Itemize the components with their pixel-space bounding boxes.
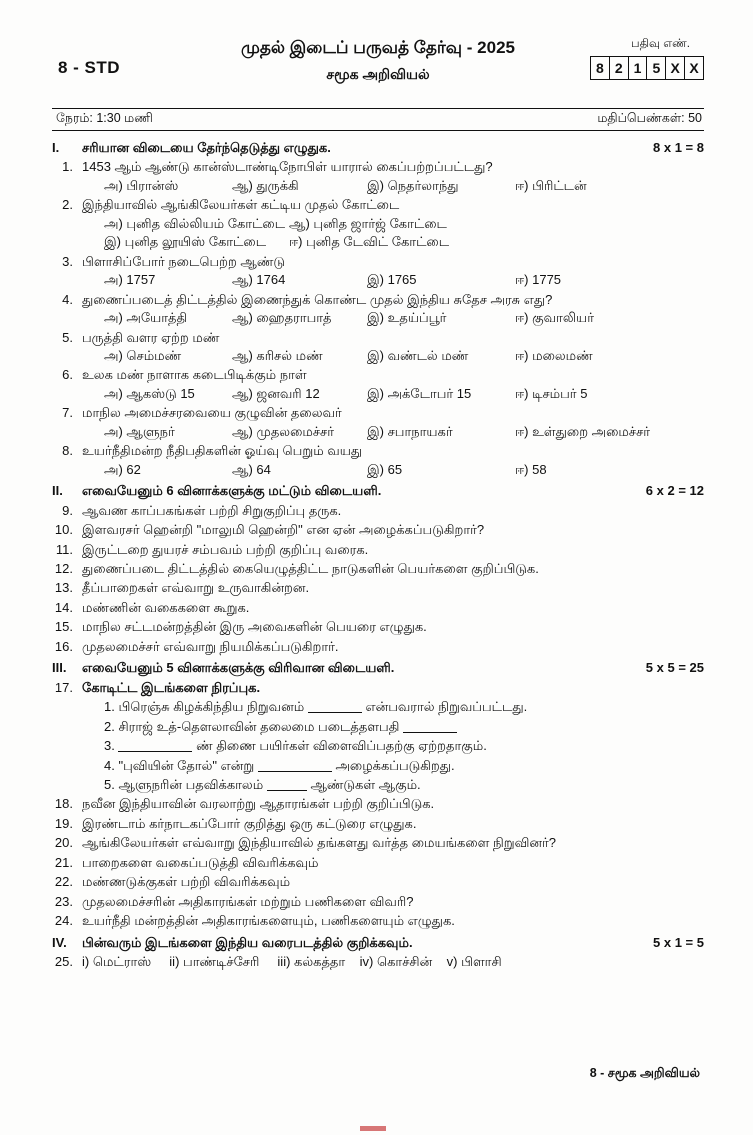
- fill-blank-item: [104, 698, 704, 716]
- question-number: 5.: [62, 329, 73, 345]
- question-text: கோடிட்ட இடங்களை நிரப்புக.: [82, 679, 261, 695]
- section-heading-3: [52, 659, 704, 677]
- option[interactable]: ஈ) பிரிட்டன்: [515, 177, 587, 193]
- question-item: [52, 366, 704, 384]
- fill-blank-item: [104, 776, 704, 794]
- option[interactable]: இ) உதய்ப்பூர்: [367, 310, 447, 326]
- option[interactable]: இ) சபாநாயகர்: [367, 423, 453, 439]
- question-text: பாறைகளை வகைப்படுத்தி விவரிக்கவும்: [82, 854, 319, 870]
- question-text: உயர்நீதிமன்ற நீதிபதிகளின் ஓய்வு பெறும் வயது: [82, 443, 363, 459]
- question-text: மாநில அமைச்சரவையை குழுவின் தலைவர்: [82, 405, 342, 421]
- option[interactable]: இ) 65: [367, 461, 403, 477]
- reg-digit: 8: [591, 57, 610, 79]
- question-text: மண்ணடுக்குகள் பற்றி விவரிக்கவும்: [82, 874, 291, 890]
- question-item: [52, 873, 704, 891]
- section-roman: IV.: [52, 934, 67, 950]
- option[interactable]: அ) ஆகஸ்டு 15: [104, 385, 195, 401]
- question-number: 22.: [54, 874, 73, 890]
- question-text: பிளாசிப்போர் நடைபெற்ற ஆண்டு: [82, 253, 286, 269]
- option[interactable]: ஆ) முதலமைச்சர்: [232, 423, 335, 439]
- question-item: [52, 560, 704, 578]
- question-text: இருட்டறை துயரச் சம்பவம் பற்றி குறிப்பு வரைக.: [82, 541, 369, 557]
- fill-blank-post: ண் திணை பயிர்கள் விளைவிப்பதற்கு ஏற்றதாகும்.: [196, 738, 487, 754]
- question-item: [52, 253, 704, 271]
- standard-label: 8 - STD: [58, 58, 121, 77]
- time-label: நேரம்: 1:30 மணி: [56, 111, 153, 125]
- question-item: [52, 291, 704, 309]
- question-number: 25.: [54, 954, 73, 970]
- question-number: 10.: [54, 522, 73, 538]
- question-number: 20.: [54, 835, 73, 851]
- question-text: உலக மண் நாளாக கடைபிடிக்கும் நாள்: [82, 367, 307, 383]
- section-title: சரியான விடையை தேர்ந்தெடுத்து எழுதுக.: [82, 140, 331, 155]
- reg-digit: 2: [610, 57, 629, 79]
- option-row: [82, 233, 704, 251]
- question-item: [52, 521, 704, 539]
- question-text: இளவரசர் ஹென்றி "மாலுமி ஹென்றி" என ஏன் அழைக்கப்படுகிறார்?: [82, 522, 485, 538]
- max-marks-label: மதிப்பெண்கள்: 50: [597, 111, 702, 125]
- fill-blank-item: [104, 737, 704, 755]
- map-places-list: [82, 953, 704, 971]
- paper-footer: 8 - சமூக அறிவியல்: [589, 1066, 700, 1080]
- question-item: [52, 815, 704, 833]
- question-text: நவீன இந்தியாவின் வரலாற்று ஆதாரங்கள் பற்றி குறிப்பிடுக.: [82, 796, 435, 812]
- question-number: 15.: [54, 619, 73, 635]
- section-marks: 5 x 1 = 5: [653, 934, 704, 950]
- fill-blank-item: [104, 757, 704, 775]
- fill-blank-post: ஆண்டுகள் ஆகும்.: [310, 776, 421, 792]
- option[interactable]: ஈ) 58: [515, 461, 547, 477]
- option-row: [82, 309, 704, 327]
- fill-blank-pre: 3.: [104, 738, 115, 754]
- question-item: [52, 638, 704, 656]
- question-number: 13.: [54, 580, 73, 596]
- option[interactable]: இ) நெதர்லாந்து: [367, 177, 459, 193]
- option[interactable]: இ) புனித லூயிஸ் கோட்டை: [104, 234, 267, 250]
- question-item: [52, 854, 704, 872]
- option[interactable]: இ) வண்டல் மண்: [367, 347, 469, 363]
- question-text: 1453 ஆம் ஆண்டு கான்ஸ்டாண்டிநோபிள் யாரால் கைப்பற்றப்பட்டது?: [82, 159, 493, 175]
- option[interactable]: ஆ) ஜனவரி 12: [232, 385, 320, 401]
- question-text: இரண்டாம் கர்நாடகப்போர் குறித்து ஒரு கட்டுரை எழுதுக.: [82, 815, 417, 831]
- register-number-box[interactable]: [590, 56, 704, 80]
- map-place: v) பிளாசி: [446, 954, 502, 970]
- fill-blank-pre: 5. ஆளுநரின் பதவிக்காலம்: [104, 776, 264, 792]
- reg-digit: X: [666, 57, 685, 79]
- answer-blank[interactable]: [308, 712, 362, 713]
- option[interactable]: அ) 62: [104, 461, 141, 477]
- section-title: எவையேனும் 5 வினாக்களுக்கு விரிவான விடையளி.: [82, 660, 395, 676]
- fill-blank-pre: 4. "புவியின் தோல்" என்று: [104, 757, 255, 773]
- option-row: [82, 215, 704, 233]
- answer-blank[interactable]: [118, 751, 192, 752]
- question-item: [52, 404, 704, 422]
- option[interactable]: இ) 1765: [367, 272, 417, 288]
- option[interactable]: ஆ) கரிசல் மண்: [232, 347, 323, 363]
- fill-blank-post: அழைக்கப்படுகிறது.: [335, 757, 455, 773]
- option[interactable]: ஈ) 1775: [515, 272, 562, 288]
- exam-sheet: [52, 36, 704, 1080]
- question-item: [52, 834, 704, 852]
- question-text: முதலமைச்சர் எவ்வாறு நியமிக்கப்படுகிறார்.: [82, 638, 339, 654]
- question-text: துணைப்படை திட்டத்தில் கையெழுத்திட்ட நாடுகளின் பெயர்களை குறிப்பிடுக.: [82, 560, 539, 576]
- question-text: துணைப்படைத் திட்டத்தில் இணைந்துக் கொண்ட முதல் இந்திய சுதேச அரசு எது?: [82, 291, 553, 307]
- section-marks: 6 x 2 = 12: [645, 483, 704, 499]
- question-number: 12.: [54, 560, 73, 576]
- question-item: [52, 541, 704, 559]
- option-row: [82, 271, 704, 289]
- section-roman: I.: [52, 140, 60, 155]
- paper-body: [52, 131, 704, 971]
- map-place: iv) கொச்சின்: [359, 954, 433, 970]
- fill-blank-pre: 2. சிராஜ் உத்-தௌலாவின் தலைமை படைத்தளபதி: [104, 718, 400, 734]
- question-item: [52, 795, 704, 813]
- answer-blank[interactable]: [267, 790, 307, 791]
- question-item: [52, 442, 704, 460]
- register-number-label: பதிவு எண்.: [631, 38, 690, 50]
- option[interactable]: ஈ) மலைமண்: [515, 347, 593, 363]
- question-item: [52, 579, 704, 597]
- question-text: பருத்தி வளர ஏற்ற மண்: [82, 329, 220, 345]
- option[interactable]: ஆ) 1764: [232, 272, 286, 288]
- option[interactable]: ஈ) டிசம்பர் 5: [515, 385, 588, 401]
- option-row: [82, 423, 704, 441]
- fill-blank-pre: 1. பிரெஞ்சு கிழக்கிந்திய நிறுவனம்: [104, 699, 305, 715]
- paper-meta: [52, 109, 704, 130]
- question-text: ஆவண காப்பகங்கள் பற்றி சிறுகுறிப்பு தருக.: [82, 502, 342, 518]
- question-number: 11.: [55, 541, 73, 557]
- question-number: 4.: [62, 291, 73, 307]
- paper-header: [52, 36, 704, 108]
- exam-title: முதல் இடைப் பருவத் தேர்வு - 2025: [240, 38, 515, 57]
- question-item: [52, 893, 704, 911]
- map-place: iii) கல்கத்தா: [277, 954, 346, 970]
- question-number: 19.: [54, 815, 73, 831]
- section-heading-2: [52, 482, 704, 500]
- option[interactable]: அ) 1757: [104, 272, 156, 288]
- page-edge-mark: [360, 1126, 386, 1131]
- option[interactable]: இ) அக்டோபர் 15: [367, 385, 472, 401]
- question-item: [52, 329, 704, 347]
- question-item: [52, 502, 704, 520]
- question-number: 14.: [54, 599, 73, 615]
- question-item: [52, 953, 704, 971]
- reg-digit: X: [689, 60, 699, 76]
- question-text: இந்தியாவில் ஆங்கிலேயர்கள் கட்டிய முதல் கோட்டை: [82, 197, 400, 213]
- question-text: மாநில சட்டமன்றத்தின் இரு அவைகளின் பெயரை எழுதுக.: [82, 619, 427, 635]
- question-text: உயர்நீதி மன்றத்தின் அதிகாரங்களையும், பணிகளையும் எழுதுக.: [82, 913, 455, 929]
- question-item: [52, 599, 704, 617]
- question-number: 7.: [62, 405, 73, 421]
- answer-blank[interactable]: [258, 771, 332, 772]
- option[interactable]: அ) அயோத்தி: [104, 310, 188, 326]
- option[interactable]: ஈ) உள்துறை அமைச்சர்: [515, 423, 651, 439]
- fill-blank-item: [104, 718, 704, 736]
- option-row: [82, 177, 704, 195]
- option[interactable]: ஈ) புனித டேவிட் கோட்டை: [289, 234, 450, 250]
- question-number: 17.: [54, 679, 73, 695]
- option[interactable]: அ) பிரான்ஸ்: [104, 177, 179, 193]
- question-item: [52, 679, 704, 697]
- section-heading-4: [52, 934, 704, 952]
- option[interactable]: ஆ) புனித ஜார்ஜ் கோட்டை: [289, 215, 447, 231]
- subject-title: சமூக அறிவியல்: [326, 66, 430, 82]
- section-roman: II.: [52, 483, 63, 499]
- question-item: [52, 912, 704, 930]
- reg-digit: 5: [647, 57, 666, 79]
- question-text: முதலமைச்சரின் அதிகாரங்கள் மற்றும் பணிகளை விவரி?: [82, 893, 414, 909]
- question-item: [52, 158, 704, 176]
- question-number: 16.: [54, 638, 73, 654]
- answer-blank[interactable]: [403, 732, 457, 733]
- section-marks: 5 x 5 = 25: [645, 660, 704, 676]
- option[interactable]: ஈ) குவாலியர்: [515, 310, 594, 326]
- option-row: [82, 347, 704, 365]
- map-place: i) மெட்ராஸ்: [82, 954, 152, 970]
- fill-blank-post: என்பவரால் நிறுவப்பட்டது.: [365, 699, 528, 715]
- question-number: 24.: [54, 913, 73, 929]
- question-text: ஆங்கிலேயர்கள் எவ்வாறு இந்தியாவில் தங்களது வர்த்த மையங்களை நிறுவினர்?: [82, 835, 557, 851]
- question-number: 6.: [62, 367, 73, 383]
- question-number: 23.: [54, 893, 73, 909]
- section-marks: 8 x 1 = 8: [653, 140, 704, 155]
- section-title: எவையேனும் 6 வினாக்களுக்கு மட்டும் விடையளி.: [82, 483, 382, 499]
- question-number: 3.: [62, 253, 73, 269]
- question-number: 2.: [62, 197, 73, 213]
- option[interactable]: ஆ) ஹைதராபாத்: [232, 310, 332, 326]
- question-number: 9.: [62, 502, 73, 518]
- option[interactable]: அ) புனித வில்லியம் கோட்டை: [104, 215, 286, 231]
- option[interactable]: அ) ஆளுநர்: [104, 423, 175, 439]
- section-roman: III.: [52, 660, 67, 676]
- section-title: பின்வரும் இடங்களை இந்திய வரைபடத்தில் குறிக்கவும்.: [82, 934, 413, 950]
- question-text: தீப்பாறைகள் எவ்வாறு உருவாகின்றன.: [82, 580, 310, 596]
- option-row: [82, 385, 704, 403]
- question-number: 1.: [62, 159, 73, 175]
- option-row: [82, 461, 704, 479]
- question-number: 18.: [54, 796, 73, 812]
- section-heading-1: [52, 139, 704, 157]
- question-item: [52, 196, 704, 214]
- map-place: ii) பாண்டிச்சேரி: [169, 954, 260, 970]
- question-item: [52, 618, 704, 636]
- reg-digit: 1: [629, 57, 648, 79]
- question-text: மண்ணின் வகைகளை கூறுக.: [82, 599, 250, 615]
- option[interactable]: அ) செம்மண்: [104, 347, 182, 363]
- option[interactable]: ஆ) 64: [232, 461, 271, 477]
- question-number: 21.: [54, 854, 73, 870]
- option[interactable]: ஆ) துருக்கி: [232, 177, 299, 193]
- question-number: 8.: [62, 443, 73, 459]
